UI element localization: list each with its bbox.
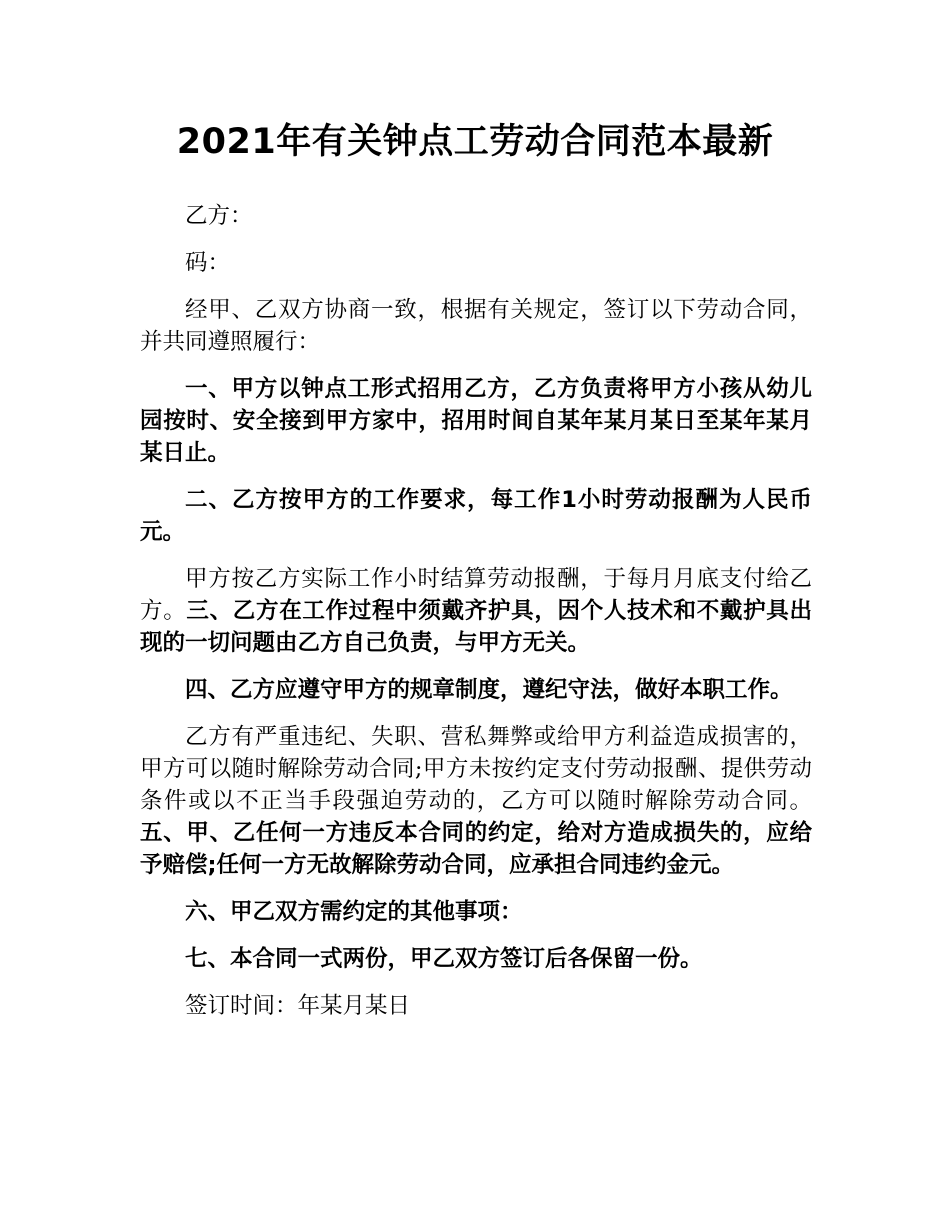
- code-line: 码：: [185, 250, 231, 276]
- payment-paragraph: [140, 563, 812, 659]
- clause-5: 五、甲、乙任何一方违反本合同的约定，给对方造成损失的，应给予赔偿;任何一方无故解除劳动合同，应承担合同违约金元。: [140, 820, 812, 878]
- clause-3: 三、乙方在工作过程中须戴齐护具，因个人技术和不戴护具出现的一切问题由乙方自己负责，与甲方无关。: [140, 598, 812, 656]
- payment-text: 甲方按乙方实际工作小时结算劳动报酬，于每月月底支付给乙方。: [140, 566, 812, 624]
- clause-2: 二、乙方按甲方的工作要求，每工作1小时劳动报酬为人民币元。: [140, 487, 812, 545]
- clause-7: 七、本合同一式两份，甲乙双方签订后各保留一份。: [185, 946, 703, 972]
- intro-paragraph: 经甲、乙双方协商一致，根据有关规定，签订以下劳动合同，并共同遵照履行：: [140, 297, 812, 355]
- clause-4: 四、乙方应遵守甲方的规章制度，遵纪守法，做好本职工作。: [185, 677, 793, 703]
- document-title: 2021年有关钟点工劳动合同范本最新: [176, 122, 774, 162]
- termination-paragraph: [140, 721, 812, 881]
- clause-1: 一、甲方以钟点工形式招用乙方，乙方负责将甲方小孩从幼儿园按时、安全接到甲方家中，招用时间自某年某月某日至某年某月某日止。: [140, 376, 812, 466]
- party-b-line: 乙方：: [185, 203, 253, 229]
- sign-date-line: 签订时间：年某月某日: [185, 993, 411, 1019]
- termination-text: 乙方有严重违纪、失职、营私舞弊或给甲方利益造成损害的，甲方可以随时解除劳动合同;甲方未按约定支付劳动报酬、提供劳动条件或以不正当手段强迫劳动的，乙方可以随时解除劳动合同。: [140, 724, 812, 814]
- document-body: [140, 200, 812, 1037]
- clause-6: 六、甲乙双方需约定的其他事项：: [185, 899, 523, 925]
